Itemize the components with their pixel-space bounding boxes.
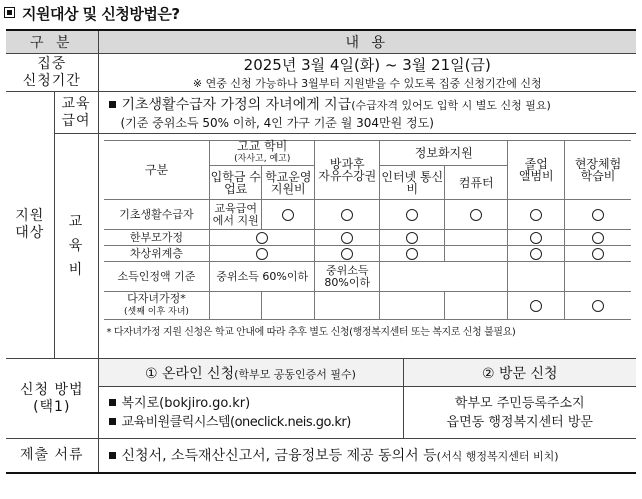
matrix-info-header: 정보화지원 (380, 141, 508, 166)
matrix-info-sub1: 인터넷 통신비 (380, 166, 445, 200)
circle-icon (406, 248, 418, 260)
matrix-row: 다자녀가정* (셋째 이후 자녀) (104, 292, 631, 320)
matrix-hs-sub2: 학교운영 지원비 (262, 166, 315, 200)
bullet-icon (109, 399, 116, 406)
apply-content-row (6, 387, 636, 439)
matrix-trip-header: 현장체험 학습비 (565, 141, 631, 200)
matrix-row: 기초생활수급자 교육급여에서 지원 (104, 200, 631, 230)
period-row (6, 54, 636, 92)
edu-pay-sub: (기준 중위소득 50% 이하, 4인 가구 기준 월 304만원 정도) (120, 116, 434, 130)
bokjiro-link: 복지로(bokjiro.go.kr) (121, 395, 251, 411)
online-apply-content (98, 387, 403, 439)
circle-icon (406, 232, 418, 244)
circle-icon (341, 232, 353, 244)
circle-icon (592, 248, 604, 260)
header-category: 구 분 (6, 30, 98, 54)
circle-icon (470, 209, 482, 221)
matrix-hs-header: 고교 학비 (자사고, 예고) (210, 141, 315, 166)
edu-cost-content (98, 134, 636, 359)
docs-content: 신청서, 소득재산신고서, 금융정보등 제공 동의서 등(서식 행정복지센터 비치) (98, 439, 636, 473)
matrix-category-header: 구분 (104, 141, 210, 200)
edu-pay-content: 기초생활수급자 가정의 자녀에게 지급(수급자격 있어도 입학 시 별도 신청 필요) (기준 중위소득 50% 이하, 4인 가구 기준 월 304만원 정도) (98, 92, 636, 134)
edu-cost-row (6, 134, 636, 359)
circle-icon (282, 209, 294, 221)
period-dates: 2025년 3월 4일(화) ~ 3월 21일(금) (243, 56, 491, 74)
docs-label: 제출 서류 (6, 439, 98, 473)
bullet-icon (109, 101, 116, 108)
oneclick-link: 교육비원클릭시스템(oneclick.neis.go.kr) (121, 414, 351, 430)
circle-icon (406, 209, 418, 221)
online-apply-header: ① 온라인 신청(학부모 공동인증서 필수) (98, 359, 403, 387)
matrix-footnote: * 다자녀가정 지원 신청은 학교 안내에 따라 추후 별도 신청(행정복지센터 또는 복지로 신청 불필요) (106, 327, 516, 338)
edu-cost-label: 교 육 비 (54, 134, 98, 359)
docs-row (6, 439, 636, 473)
matrix-hs-sub1: 입학금 수업료 (210, 166, 262, 200)
edu-pay-label: 교육 급여 (54, 92, 98, 134)
support-table (6, 29, 636, 474)
circle-icon (530, 248, 542, 260)
matrix-row: 차상위계층 (104, 246, 631, 262)
matrix-after-header: 방과후 자유수강권 (315, 141, 380, 200)
circle-icon (341, 248, 353, 260)
matrix-info-sub2: 컴퓨터 (445, 166, 508, 200)
circle-icon (341, 209, 353, 221)
edu-pay-row (6, 92, 636, 134)
circle-icon (592, 300, 604, 312)
matrix-row: 소득인정액 기준 중위소득 60%이하 중위소득 80%이하 (104, 262, 631, 292)
apply-label: 신청 방법 (택1) (6, 359, 98, 439)
bullet-icon (109, 418, 116, 425)
visit-apply-content: 학부모 주민등록주소지 읍면동 행정복지센터 방문 (403, 387, 636, 439)
circle-icon (592, 232, 604, 244)
support-matrix (104, 140, 631, 320)
circle-icon (530, 209, 542, 221)
circle-icon (530, 300, 542, 312)
circle-icon (592, 209, 604, 221)
page-title: 지원대상 및 신청방법은? (4, 3, 180, 24)
target-label: 지원 대상 (6, 92, 54, 359)
checkbox-square-icon (4, 7, 15, 18)
matrix-row: 한부모가정 (104, 230, 631, 246)
period-label: 집중 신청기간 (6, 54, 98, 92)
circle-icon (530, 232, 542, 244)
circle-icon (256, 248, 268, 260)
period-content (98, 54, 636, 92)
bullet-icon (109, 452, 116, 459)
period-note: ※ 연중 신청 가능하나 3월부터 지원받을 수 있도록 집중 신청기간에 신청 (192, 77, 542, 90)
visit-apply-header: ② 방문 신청 (403, 359, 636, 387)
apply-header-row (6, 359, 636, 387)
circle-icon (256, 232, 268, 244)
matrix-grad-header: 졸업 앨범비 (508, 141, 565, 200)
header-content: 내 용 (98, 30, 636, 54)
header-row (6, 30, 636, 54)
